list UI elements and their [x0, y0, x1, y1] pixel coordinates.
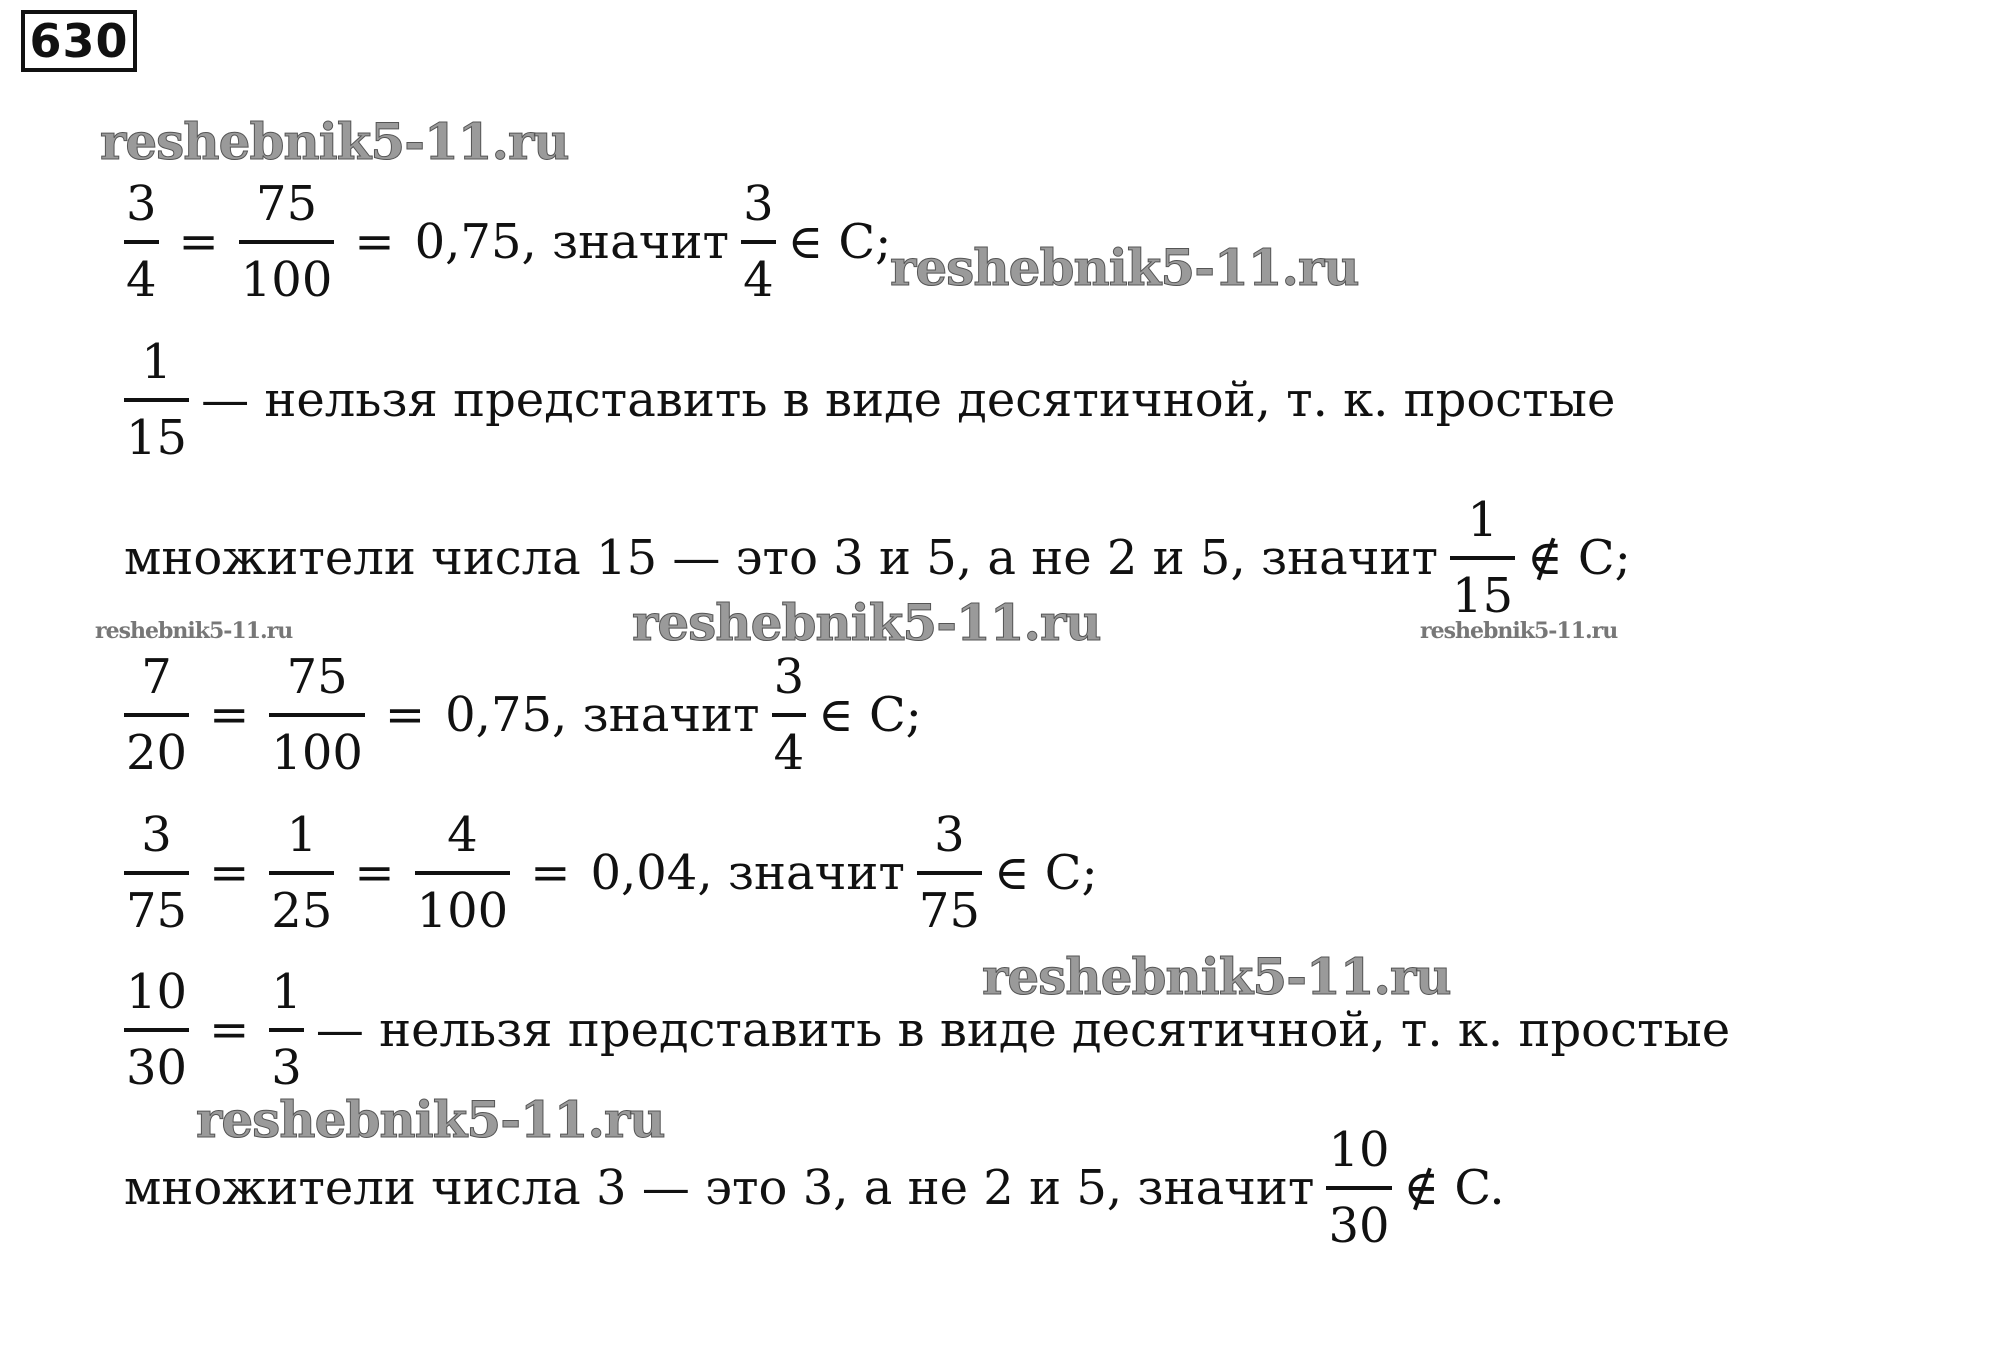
- fraction: [124, 807, 189, 939]
- denominator: 15: [1452, 568, 1514, 624]
- operator: =: [209, 687, 250, 743]
- solution-line-5: [118, 808, 1104, 938]
- numerator: 3: [141, 807, 172, 863]
- watermark: reshebnik5-11.ru: [1420, 618, 1618, 644]
- fraction: [269, 649, 365, 781]
- watermark: reshebnik5-11.ru: [100, 112, 569, 171]
- fraction: [415, 807, 511, 939]
- denominator: 15: [126, 410, 188, 466]
- numerator: 1: [1467, 492, 1498, 548]
- text-run: множители числа 3 — это 3, а не 2 и 5, значит: [124, 1160, 1315, 1216]
- text-run: 0,75, значит: [445, 687, 760, 743]
- watermark: reshebnik5-11.ru: [196, 1090, 665, 1149]
- operator: =: [178, 214, 219, 270]
- solution-line-7: [118, 1123, 1511, 1253]
- fraction: [124, 964, 189, 1096]
- operator: =: [354, 845, 395, 901]
- numerator: 1: [141, 334, 172, 390]
- denominator: 100: [240, 252, 333, 308]
- solution-line-6: [118, 965, 1736, 1095]
- text-run: множители числа 15 — это 3 и 5, а не 2 и 5, значит: [124, 530, 1439, 586]
- watermark: reshebnik5-11.ru: [632, 593, 1101, 652]
- fraction: [124, 334, 189, 466]
- fraction: [917, 807, 982, 939]
- text-run: — нельзя представить в виде десятичной, т. к. простые: [315, 1002, 1731, 1058]
- numerator: 3: [743, 176, 774, 232]
- denominator: 3: [271, 1040, 302, 1096]
- fraction: [124, 176, 159, 308]
- text-run: 0,75, значит: [414, 214, 730, 270]
- numerator: 75: [286, 649, 348, 705]
- numerator: 10: [126, 964, 188, 1020]
- fraction: [741, 176, 776, 308]
- numerator: 1: [286, 807, 318, 863]
- numerator: 3: [773, 649, 805, 705]
- numerator: 4: [447, 807, 478, 863]
- numerator: 1: [271, 964, 302, 1020]
- denominator: 100: [416, 883, 509, 939]
- fraction: [772, 649, 807, 781]
- operator: =: [530, 845, 571, 901]
- denominator: 30: [126, 1040, 188, 1096]
- fraction: [124, 649, 189, 781]
- numerator: 3: [126, 176, 157, 232]
- numerator: 3: [934, 807, 965, 863]
- solution-line-3: [118, 493, 1637, 623]
- operator: =: [384, 687, 426, 743]
- solution-line-2: [118, 335, 1621, 465]
- denominator: 20: [126, 725, 188, 781]
- numerator: 10: [1328, 1122, 1390, 1178]
- denominator: 4: [743, 252, 774, 308]
- fraction: [269, 964, 304, 1096]
- denominator: 30: [1328, 1198, 1390, 1254]
- solution-line-1: [118, 177, 897, 307]
- numerator: 75: [256, 176, 318, 232]
- text-run: ∉ C.: [1403, 1160, 1505, 1216]
- text-run: ∈ C;: [818, 687, 922, 743]
- operator: =: [209, 1002, 250, 1058]
- text-run: 0,04, значит: [590, 845, 905, 901]
- solution-line-4: [118, 650, 928, 780]
- text-run: — нельзя представить в виде десятичной, т. к. простые: [201, 372, 1616, 428]
- denominator: 4: [126, 252, 157, 308]
- denominator: 4: [773, 725, 805, 781]
- fraction: [1326, 1122, 1391, 1254]
- text-run: ∈ C;: [993, 845, 1098, 901]
- text-run: ∈ C;: [787, 214, 892, 270]
- problem-number: 630: [21, 10, 137, 72]
- fraction: [1450, 492, 1515, 624]
- denominator: 100: [271, 725, 363, 781]
- watermark: reshebnik5-11.ru: [890, 238, 1359, 297]
- operator: =: [354, 214, 395, 270]
- denominator: 25: [271, 883, 333, 939]
- fraction: [269, 807, 334, 939]
- denominator: 75: [918, 883, 980, 939]
- fraction: [239, 176, 335, 308]
- watermark: reshebnik5-11.ru: [95, 618, 293, 644]
- denominator: 75: [126, 883, 188, 939]
- watermark: reshebnik5-11.ru: [982, 947, 1451, 1006]
- operator: =: [209, 845, 250, 901]
- numerator: 7: [141, 649, 172, 705]
- text-run: ∉ C;: [1527, 530, 1631, 586]
